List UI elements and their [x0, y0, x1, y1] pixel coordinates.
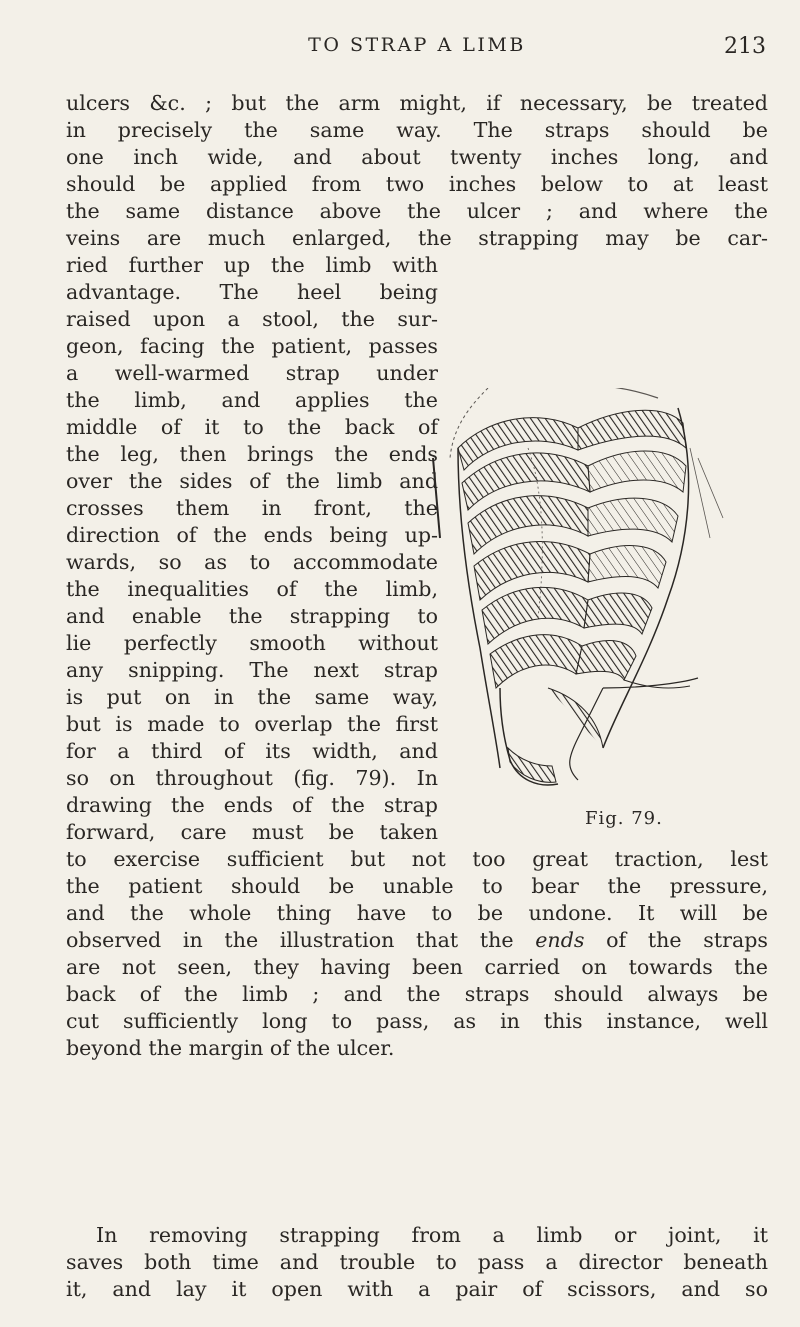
text-line: the patient should be unable to bear the pressure,: [66, 874, 768, 898]
text-line: back of the limb ; and the straps should always be: [66, 982, 768, 1006]
text-line: one inch wide, and about twenty inches long, and: [66, 145, 768, 169]
text-line: ulcers &c. ; but the arm might, if necessary, be treated: [66, 91, 768, 115]
text-line: over the sides of the limb and: [66, 469, 438, 493]
text-line: geon, facing the patient, passes: [66, 334, 438, 358]
text-line: middle of it to the back of: [66, 415, 438, 439]
paragraph-1-narrow: [66, 252, 438, 846]
paragraph-2: [66, 1222, 768, 1303]
text-line: the leg, then brings the ends: [66, 442, 438, 466]
text-line: so on throughout (fig. 79). In: [66, 766, 438, 790]
text-line: veins are much enlarged, the strapping may be car-: [66, 226, 768, 250]
page-header: [68, 34, 766, 64]
text-line: it, and lay it open with a pair of scissors, and so: [66, 1277, 768, 1301]
text-line: wards, so as to accommodate: [66, 550, 438, 574]
text-line: direction of the ends being up-: [66, 523, 438, 547]
text-line: and enable the strapping to: [66, 604, 438, 628]
text-line: but is made to overlap the first: [66, 712, 438, 736]
figure-79-strapped-leg: [428, 388, 758, 808]
text-line: are not seen, they having been carried on towards the: [66, 955, 768, 979]
figure-caption: Fig. 79.: [585, 808, 663, 829]
paragraph-1-bottom: [66, 846, 768, 1062]
text-line: drawing the ends of the strap: [66, 793, 438, 817]
text-line: saves both time and trouble to pass a director beneath: [66, 1250, 768, 1274]
page-number: 213: [724, 34, 766, 59]
paragraph-1-top: [66, 90, 768, 252]
text-line: the limb, and applies the: [66, 388, 438, 412]
text-line: is put on in the same way,: [66, 685, 438, 709]
text-line: advantage. The heel being: [66, 280, 438, 304]
italic-ends: ends: [535, 928, 585, 952]
text-line: lie perfectly smooth without: [66, 631, 438, 655]
text-line: crosses them in front, the: [66, 496, 438, 520]
text-line: observed in the illustration that the ends of the straps: [66, 928, 768, 952]
text-line: a well-warmed strap under: [66, 361, 438, 385]
text-line: beyond the margin of the ulcer.: [66, 1036, 395, 1060]
text-line: in precisely the same way. The straps should be: [66, 118, 768, 142]
text-line: should be applied from two inches below to at least: [66, 172, 768, 196]
strapped-leg-illustration: [428, 388, 758, 808]
text-line: cut sufficiently long to pass, as in this instance, well: [66, 1009, 768, 1033]
text-line: In removing strapping from a limb or joint, it: [96, 1223, 768, 1247]
text-line: the inequalities of the limb,: [66, 577, 438, 601]
text-line: for a third of its width, and: [66, 739, 438, 763]
text-line: the same distance above the ulcer ; and where the: [66, 199, 768, 223]
text-line: any snipping. The next strap: [66, 658, 438, 682]
text-line: raised upon a stool, the sur-: [66, 307, 438, 331]
text-line: to exercise sufficient but not too great traction, lest: [66, 847, 768, 871]
text-line: forward, care must be taken: [66, 820, 438, 844]
text-line: and the whole thing have to be undone. It will be: [66, 901, 768, 925]
running-title: TO STRAP A LIMB: [308, 34, 526, 56]
text-line: ried further up the limb with: [66, 253, 438, 277]
